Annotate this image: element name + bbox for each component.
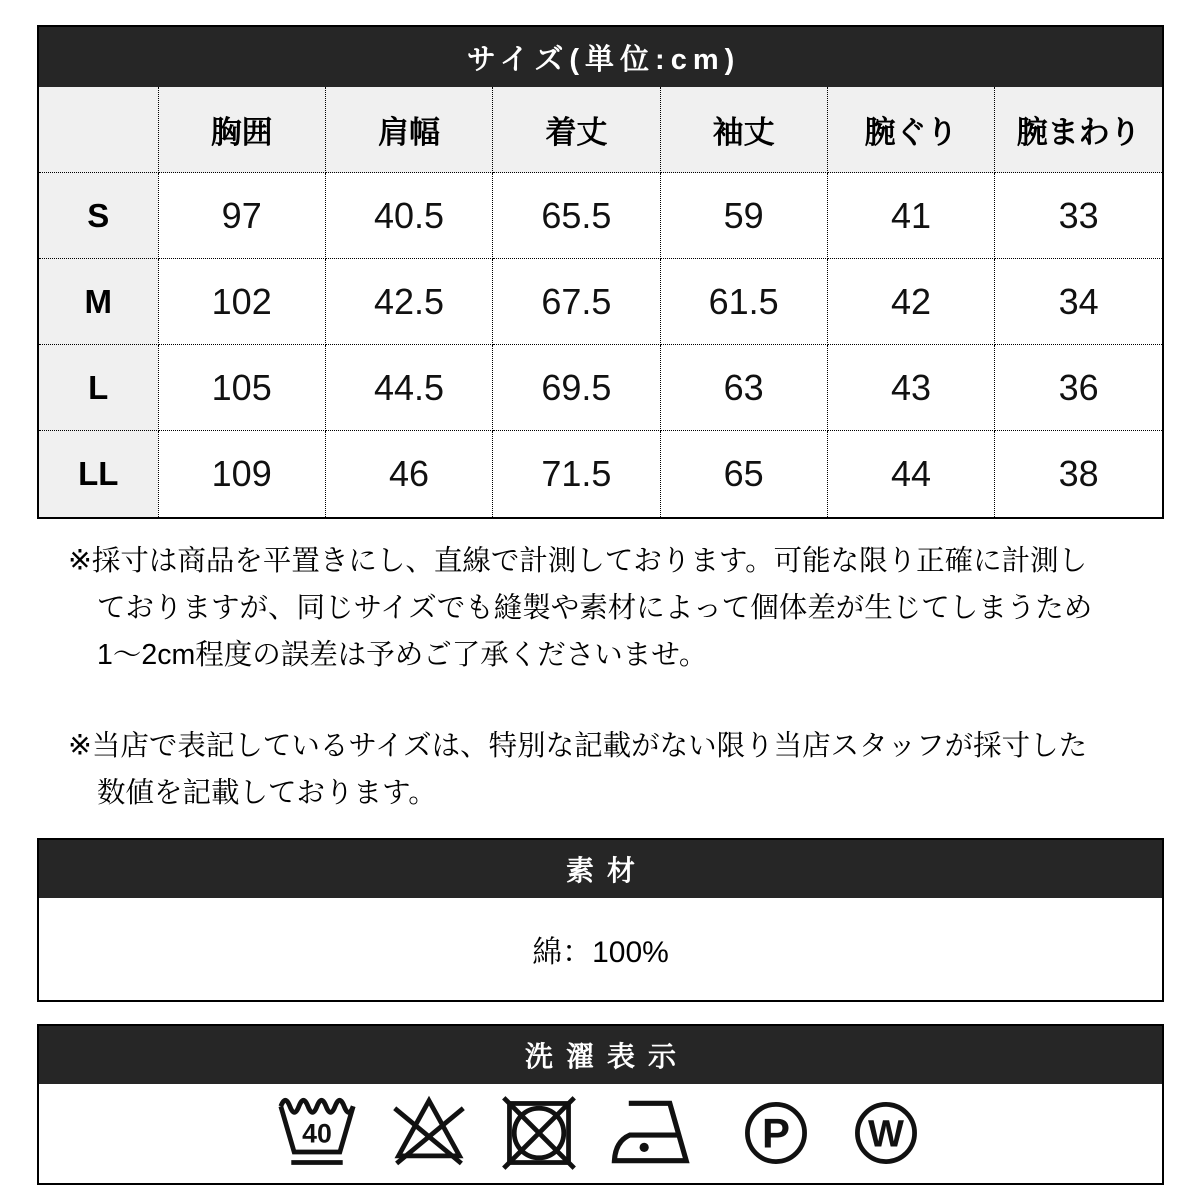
wet-clean-letter: W bbox=[868, 1113, 904, 1156]
size-cell: 46 bbox=[325, 431, 492, 517]
wet-clean-w-icon bbox=[846, 1093, 926, 1173]
note-line: ておりますが、同じサイズでも縫製や素材によって個体差が生じてしまうため bbox=[97, 591, 1093, 624]
size-cell: 71.5 bbox=[493, 431, 660, 517]
size-cell: 33 bbox=[995, 173, 1162, 259]
col-header-chest: 胸囲 bbox=[158, 87, 325, 173]
size-row-label: S bbox=[39, 173, 158, 259]
size-cell: 43 bbox=[827, 345, 994, 431]
size-cell: 102 bbox=[158, 259, 325, 345]
size-cell: 40.5 bbox=[325, 173, 492, 259]
size-cell: 105 bbox=[158, 345, 325, 431]
col-header-length: 着丈 bbox=[493, 87, 660, 173]
size-cell: 44.5 bbox=[325, 345, 492, 431]
material-body bbox=[39, 898, 1162, 1000]
size-table-row-l bbox=[39, 345, 1162, 431]
material-title: 素材 bbox=[565, 854, 648, 886]
size-table-section bbox=[37, 25, 1164, 519]
size-cell: 65.5 bbox=[493, 173, 660, 259]
size-cell: 34 bbox=[995, 259, 1162, 345]
laundry-header-bar bbox=[39, 1026, 1162, 1084]
size-cell: 38 bbox=[995, 431, 1162, 517]
col-header-sleeve: 袖丈 bbox=[660, 87, 827, 173]
size-cell: 59 bbox=[660, 173, 827, 259]
size-table-row-s bbox=[39, 173, 1162, 259]
size-table-row-m bbox=[39, 259, 1162, 345]
size-cell: 44 bbox=[827, 431, 994, 517]
size-table-row-ll bbox=[39, 431, 1162, 517]
laundry-icons-row bbox=[39, 1084, 1162, 1183]
size-cell: 65 bbox=[660, 431, 827, 517]
size-cell: 41 bbox=[827, 173, 994, 259]
do-not-tumble-dry-icon bbox=[499, 1093, 579, 1173]
wash-40-mild-icon bbox=[275, 1093, 359, 1173]
corner-cell bbox=[39, 87, 158, 173]
size-row-label: L bbox=[39, 345, 158, 431]
size-table-header-bar bbox=[39, 27, 1162, 87]
iron-low-heat-icon bbox=[609, 1093, 706, 1173]
laundry-title: 洗濯表示 bbox=[524, 1040, 689, 1072]
size-table-header-row bbox=[39, 87, 1162, 173]
size-cell: 109 bbox=[158, 431, 325, 517]
size-table bbox=[39, 87, 1162, 517]
size-cell: 67.5 bbox=[493, 259, 660, 345]
note-staff-measured bbox=[68, 723, 1164, 817]
col-header-shoulder: 肩幅 bbox=[325, 87, 492, 173]
size-row-label: LL bbox=[39, 431, 158, 517]
note-line: ※採寸は商品を平置きにし、直線で計測しております。可能な限り正確に計測し bbox=[68, 544, 1088, 577]
material-header-bar bbox=[39, 840, 1162, 898]
do-not-bleach-icon bbox=[389, 1093, 469, 1173]
dry-clean-letter: P bbox=[762, 1109, 790, 1157]
col-header-arm-circumference: 腕まわり bbox=[995, 87, 1162, 173]
size-cell: 42.5 bbox=[325, 259, 492, 345]
note-line: 1〜2cm程度の誤差は予めご了承くださいませ。 bbox=[97, 638, 708, 671]
note-line: 数値を記載しております。 bbox=[97, 776, 437, 809]
size-cell: 63 bbox=[660, 345, 827, 431]
size-cell: 61.5 bbox=[660, 259, 827, 345]
material-section bbox=[37, 838, 1164, 1002]
size-cell: 97 bbox=[158, 173, 325, 259]
size-cell: 36 bbox=[995, 345, 1162, 431]
wash-temp-label: 40 bbox=[302, 1118, 332, 1149]
dry-clean-p-icon bbox=[736, 1093, 816, 1173]
material-value: 綿：100% bbox=[532, 935, 669, 969]
size-cell: 69.5 bbox=[493, 345, 660, 431]
laundry-section bbox=[37, 1024, 1164, 1185]
note-line: ※当店で表記しているサイズは、特別な記載がない限り当店スタッフが採寸した bbox=[68, 729, 1088, 762]
note-measurement bbox=[68, 538, 1164, 679]
size-table-title: サイズ(単位:cm) bbox=[466, 43, 741, 76]
col-header-armhole: 腕ぐり bbox=[827, 87, 994, 173]
size-cell: 42 bbox=[827, 259, 994, 345]
size-row-label: M bbox=[39, 259, 158, 345]
